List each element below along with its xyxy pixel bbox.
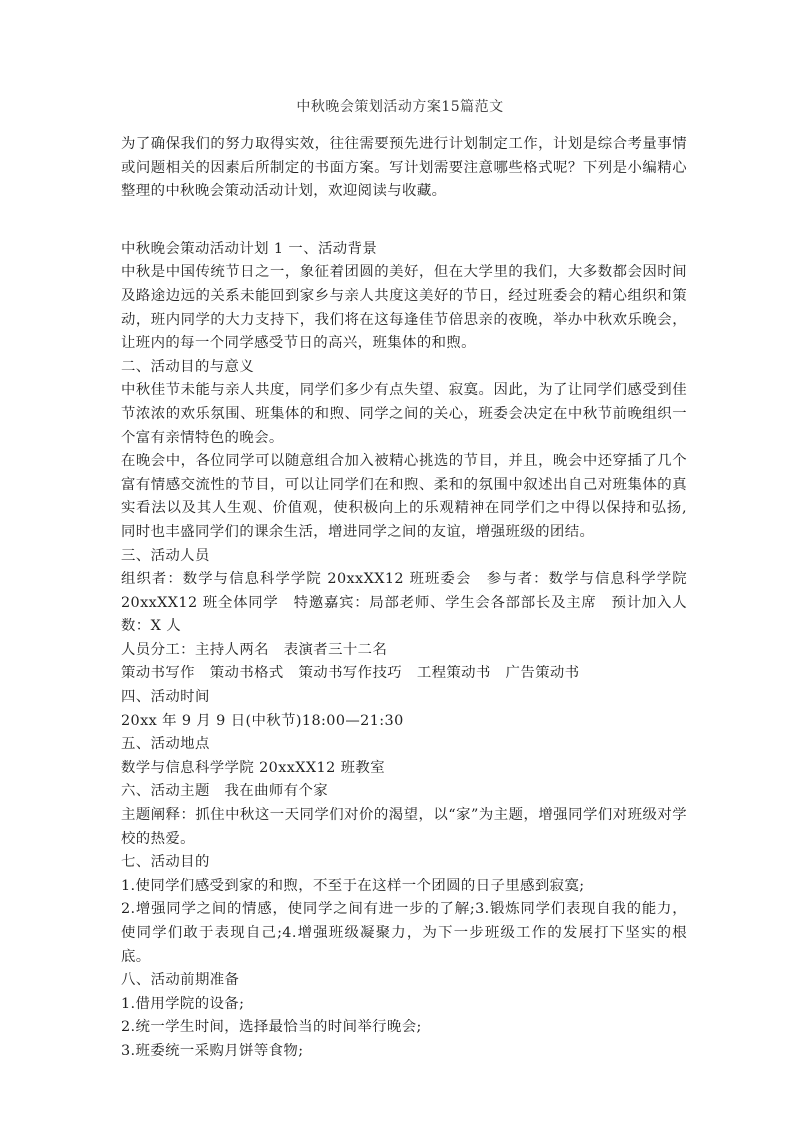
division-paragraph: 人员分工：主持人两名 表演者三十二名 (121, 641, 388, 658)
document-title: 中秋晚会策划活动方案15篇范文 (296, 99, 504, 115)
goal-item-1: 1.使同学们感受到家的和煦，不至于在这样一个团圆的日子里感到寂寞; (121, 877, 585, 894)
background-paragraph: 中秋是中国传统节日之一，象征着团圆的美好，但在大学里的我们，大多数都会因时间及路途边远的关系未能回到家乡与亲人共度这美好的节日，经过班委会的精心组织和策动，班内同学的大力支持下，我们将在这每逢佳节倍思亲的夜晚，举办中秋欢乐晚会，让班内的每一个同学感受节日的高兴，班集体的和煦。 (121, 264, 687, 352)
time-paragraph: 20xx 年 9 月 9 日(中秋节)18:00—21:30 (121, 712, 404, 729)
section-heading-people: 三、活动人员 (121, 547, 210, 564)
intro-paragraph: 为了确保我们的努力取得实效，往往需要预先进行计划制定工作，计划是综合考量事情或问题相关的因素后所制定的书面方案。写计划需要注意哪些格式呢？下列是小编精心整理的中秋晚会策动活动计划，欢迎阅读与收藏。 (121, 136, 687, 200)
preparation-item-3: 3.班委统一采购月饼等食物; (121, 1042, 304, 1059)
related-links-line: 策动书写作 策动书格式 策动书写作技巧 工程策动书 广告策动书 (121, 665, 580, 682)
paragraph-gap (121, 204, 687, 238)
goal-item-2: 2.增强同学之间的情感，使同学之间有进一步的了解;3.锻炼同学们表现自我的能力，使同学们敢于表现自己;4.增强班级凝聚力，为下一步班级工作的发展打下坚实的根底。 (121, 901, 687, 965)
section-heading-preparation: 八、活动前期准备 (121, 972, 240, 989)
section-heading-plan-1: 中秋晚会策动活动计划 1 一、活动背景 (121, 240, 378, 257)
document-body (121, 133, 687, 1064)
location-paragraph: 数学与信息科学学院 20xxXX12 班教室 (121, 759, 385, 776)
preparation-item-2: 2.统一学生时间，选择最恰当的时间举行晚会; (121, 1019, 422, 1036)
section-heading-goals: 七、活动目的 (121, 854, 210, 871)
section-heading-theme: 六、活动主题 我在曲师有个家 (121, 783, 329, 800)
purpose-paragraph-2: 在晚会中，各位同学可以随意组合加入被精心挑选的节目，并且，晚会中还穿插了几个富有情感交流性的节目，可以让同学们在和煦、柔和的氛围中叙述出自己对班集体的真实看法以及其人生观、价值观，使积极向上的乐观精神在同学们之中得以保持和弘扬,同时也丰盛同学们的课余生活，增进同学之间的友谊，增强班级的团结。 (121, 453, 687, 540)
theme-paragraph: 主题阐释：抓住中秋这一天同学们对价的渴望，以“家”为主题，增强同学们对班级对学校的热爱。 (121, 807, 687, 847)
preparation-item-1: 1.借用学院的设备; (121, 995, 245, 1012)
section-heading-location: 五、活动地点 (121, 736, 210, 753)
section-heading-purpose: 二、活动目的与意义 (121, 358, 255, 375)
people-paragraph: 组织者：数学与信息科学学院 20xxXX12 班班委会 参与者：数学与信息科学学院 20xxXX12 班全体同学 特邀嘉宾：局部老师、学生会各部部长及主席 预计加入人数：X 人 (121, 571, 687, 635)
section-heading-time: 四、活动时间 (121, 689, 210, 706)
purpose-paragraph-1: 中秋佳节未能与亲人共度，同学们多少有点失望、寂寞。因此，为了让同学们感受到佳节浓浓的欢乐氛围、班集体的和煦、同学之间的关心，班委会决定在中秋节前晚组织一个富有亲情特色的晚会。 (121, 382, 687, 446)
